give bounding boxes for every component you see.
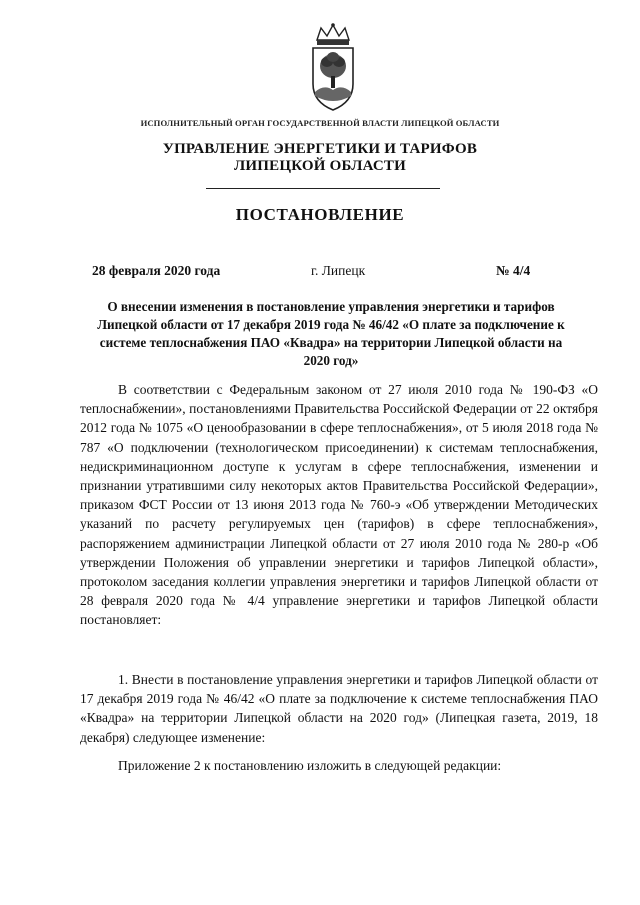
preamble-paragraph: В соответствии с Федеральным законом от 27 июля 2010 года № 190-ФЗ «О теплоснабжении», постановлениями Правительства Российской Федерации от 22 октября 2012 года № 1075 «О ценообразовании в сфере теплоснабжения», от 5 июля 2018 года № 787 «О подключении (технологическом присоединении) к системам теплоснабжения, недискриминационном доступе к услугам в сфере теплоснабжения, изменении и признании утратившими силу некоторых актов Правительства Российской Федерации», приказом ФСТ России от 13 июня 2013 года № 760-э «Об утверждении Методических указаний по расчету регулируемых цен (тарифов) в сфере теплоснабжения», распоряжением администрации Липецкой области от 27 июля 2010 года № 280-р «Об утверждении Положения об управлении энергетики и тарифов Липецкой области», протоколом заседания коллегии управления энергетики и тарифов Липецкой области от 28 февраля 2020 года № 4/4 управление энергетики и тарифов Липецкой области постановляет: — [80, 382, 598, 628]
coat-of-arms-icon — [305, 22, 361, 114]
document-city: г. Липецк — [311, 263, 366, 278]
document-type: ПОСТАНОВЛЕНИЕ — [235, 205, 405, 224]
document-subject: О внесении изменения в постановление управления энергетики и тарифов Липецкой области от 17 декабря 2019 года № 46/42 «О плате за подключение к системе теплоснабжения ПАО «Квадра» на территории Липецкой области на 2020 год» — [97, 299, 565, 368]
document-date: 28 февраля 2020 года — [92, 263, 221, 278]
department-name-line-2: ЛИПЕЦКОЙ ОБЛАСТИ — [234, 158, 406, 174]
appendix-paragraph: Приложение 2 к постановлению изложить в следующей редакции: — [118, 758, 502, 773]
department-name — [0, 141, 640, 175]
clause-1-paragraph: 1. Внести в постановление управления энергетики и тарифов Липецкой области от 17 декабря 2019 года № 46/42 «О плате за подключение к системе теплоснабжения ПАО «Квадра» на территории Липецкой области на 2020 год» (Липецкая газета, 2019, 18 декабря) следующее изменение: — [80, 672, 598, 745]
document-number: № 4/4 — [496, 263, 531, 278]
department-name-line-1: УПРАВЛЕНИЕ ЭНЕРГЕТИКИ И ТАРИФОВ — [162, 141, 478, 157]
authority-name: ИСПОЛНИТЕЛЬНЫЙ ОРГАН ГОСУДАРСТВЕННОЙ ВЛАСТИ ЛИПЕЦКОЙ ОБЛАСТИ — [140, 118, 500, 128]
header-divider — [206, 188, 440, 189]
